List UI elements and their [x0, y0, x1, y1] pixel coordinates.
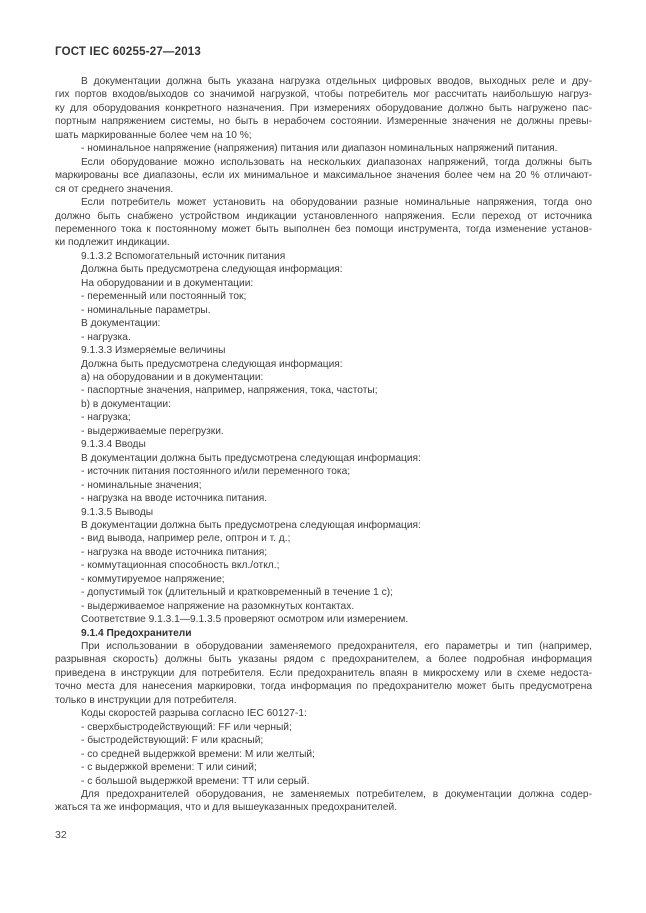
text-line: шать маркированные более чем на 10 %; — [55, 129, 252, 141]
text-line: - выдерживаемое напряжение на разомкнутых контактах. — [81, 600, 355, 612]
text-line: гих портов входов/выходов со значимой нагрузкой, чтобы потребитель мог рассчитать наибольшую нагруз- — [55, 89, 592, 101]
text-line: 9.1.3.4 Вводы — [81, 439, 146, 451]
text-line: переменного тока к постоянному может быть выполнен без помощи инструмента, тогда изменение установ- — [55, 223, 592, 235]
text-line: 9.1.3.3 Измеряемые величины — [81, 345, 226, 357]
text-line: Для предохранителей оборудования, не заменяемых потребителем, в документации должна содер- — [81, 789, 592, 801]
text-line: a) на оборудовании и в документации: — [81, 371, 264, 383]
text-line: Если потребитель может установить на оборудовании разные номинальные напряжения, тогда оно — [81, 197, 592, 209]
text-line: При использовании в оборудовании заменяемого предохранителя, его параметры и тип (например, — [81, 641, 592, 653]
text-line: - переменный или постоянный ток; — [81, 291, 247, 303]
text-line: - с выдержкой времени: T или синий; — [81, 762, 257, 774]
running-header-standard-number: ГОСТ IEC 60255-27—2013 — [55, 46, 201, 58]
text-line: - источник питания постоянного и/или переменного тока; — [81, 466, 351, 478]
text-line: - нагрузка на вводе источника питания. — [81, 493, 268, 505]
text-line: - нагрузка. — [81, 331, 131, 343]
text-line: В документации должна быть предусмотрена следующая информация: — [81, 519, 421, 531]
text-line: Соответствие 9.1.3.1—9.1.3.5 проверяют осмотром или измерением. — [81, 614, 409, 626]
text-line: Должна быть предусмотрена следующая информация: — [81, 358, 343, 370]
text-line: точно места для нанесения маркировки, тогда информация по предохранителю может быть предусмотрена — [55, 681, 592, 693]
text-line: жаться та же информация, что и для вышеуказанных предохранителей. — [55, 802, 398, 814]
text-line: - сверхбыстродействующий: FF или черный; — [81, 721, 292, 733]
text-line: - номинальные значения; — [81, 479, 202, 491]
text-line: - с большой выдержкой времени: TT или серый. — [81, 775, 310, 787]
text-line: - нагрузка на вводе источника питания; — [81, 546, 268, 558]
text-line: Должна быть предусмотрена следующая информация: — [81, 264, 343, 276]
text-line: - допустимый ток (длительный и кратковременный в течение 1 с); — [81, 587, 393, 599]
text-line: приведена в инструкции для потребителя. Если предохранитель впаян в микросхему или в схеме недоста- — [55, 667, 592, 679]
text-line: - коммутируемое напряжение; — [81, 573, 225, 585]
text-line: На оборудовании и в документации: — [81, 277, 254, 289]
text-line: должно быть снабжено устройством индикации установленного напряжения. Если переход от источника — [55, 210, 592, 222]
text-line: Коды скоростей разрыва согласно IEC 60127-1: — [81, 708, 307, 720]
page-number: 32 — [55, 829, 67, 841]
text-line: - быстродействующий: F или красный; — [81, 735, 264, 747]
text-line: - номинальные параметры. — [81, 304, 211, 316]
text-line: - вид вывода, например реле, оптрон и т. д.; — [81, 533, 291, 545]
text-line: Если оборудование можно использовать на нескольких диапазонах напряжений, тогда должны быть — [81, 156, 592, 168]
text-line: 9.1.3.2 Вспомогательный источник питания — [81, 250, 286, 262]
text-line: маркированы все диапазоны, если их минимальное и максимальное значения более чем на 20 % отличают- — [55, 170, 592, 182]
text-line: В документации: — [81, 318, 161, 330]
text-line: ку для оборудования конкретного назначения. При измерениях оборудование должно быть нагружено пас- — [55, 102, 592, 114]
page-body — [55, 75, 592, 815]
text-line: 9.1.3.5 Выводы — [81, 506, 154, 518]
text-line: ки подлежит индикации. — [55, 237, 170, 249]
text-line: - со средней выдержкой времени: M или желтый; — [81, 748, 315, 760]
text-line: В документации должна быть указана нагрузка отдельных цифровых вводов, выходных реле и дру- — [81, 76, 592, 87]
text-line: В документации должна быть предусмотрена следующая информация: — [81, 452, 421, 464]
text-line: - нагрузка; — [81, 412, 131, 424]
text-line: разрывная скорость) должны быть указаны рядом с предохранителем, а более подробная информация — [55, 654, 592, 666]
text-line: только в инструкции для потребителя. — [55, 694, 237, 706]
text-line: - коммутационная способность вкл./откл.; — [81, 560, 280, 572]
text-line: портным напряжением системы, но быть в нерабочем состоянии. Измеренные значения не должны превы- — [55, 116, 592, 128]
section-heading: 9.1.4 Предохранители — [81, 627, 192, 639]
text-line: ся от среднего значения. — [55, 183, 174, 195]
text-line: - выдерживаемые перегрузки. — [81, 425, 224, 437]
text-line: - номинальное напряжение (напряжения) питания или диапазон номинальных напряжений питания. — [81, 143, 558, 155]
text-line: - паспортные значения, например, напряжения, тока, частоты; — [81, 385, 378, 397]
text-line: b) в документации: — [81, 398, 171, 410]
